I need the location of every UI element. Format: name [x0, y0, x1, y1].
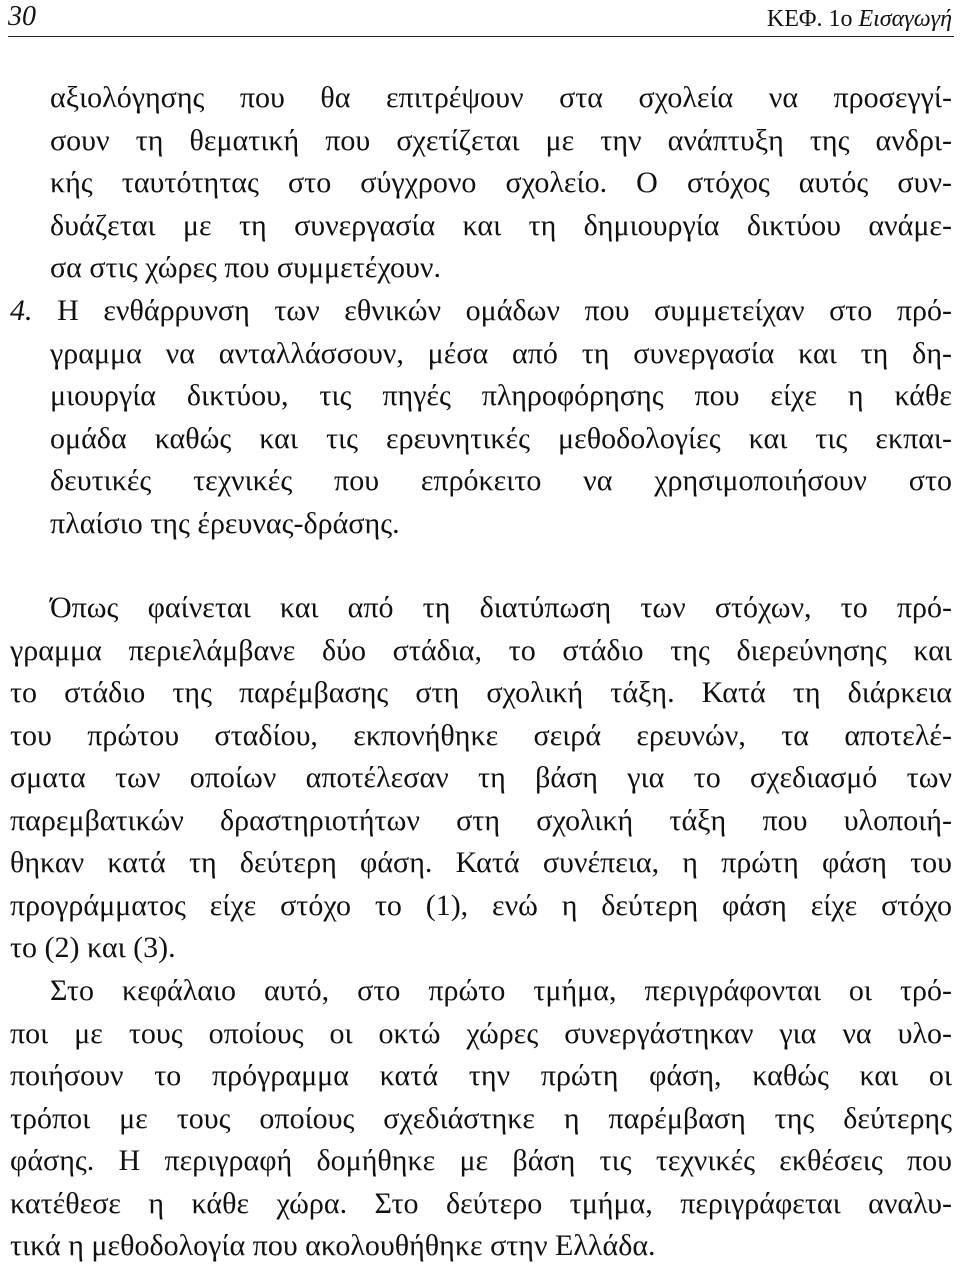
text-line: σα στις χώρες που συμμετέχουν. — [50, 251, 441, 284]
text-line: ποιήσουν το πρόγραμμα κατά την πρώτη φάση, καθώς και οι — [10, 1059, 952, 1092]
text-line: το στάδιο της παρέμβασης στη σχολική τάξη. Κατά τη διάρκεια — [10, 676, 952, 709]
text-line: μιουργία δικτύου, τις πηγές πληροφόρησης που είχε η κάθε — [50, 379, 952, 412]
text-line: κής ταυτότητας στο σύγχρονο σχολείο. Ο στόχος αυτός συν- — [50, 166, 952, 199]
text-line: αξιολόγησης που θα επιτρέψουν στα σχολεία να προσεγγί- — [50, 81, 952, 114]
text-line: τικά η μεθοδολογία που ακολουθήθηκε στην Ελλάδα. — [10, 1229, 656, 1262]
text-line: παρεμβατικών δραστηριοτήτων στη σχολική τάξη που υλοποιή- — [10, 803, 952, 837]
paragraph — [10, 970, 952, 1268]
text-line: δυάζεται με τη συνεργασία και τη δημιουργία δικτύου ανάμε- — [50, 208, 952, 242]
running-header — [8, 0, 954, 37]
text-line: Όπως φαίνεται και από τη διατύπωση των στόχων, το πρό- — [50, 591, 952, 624]
text-line: προγράμματος είχε στόχο το (1), ενώ η δεύτερη φάση είχε στόχο — [10, 888, 952, 922]
text-line: το (2) και (3). — [10, 931, 176, 964]
text-line: φάσης. Η περιγραφή δομήθηκε με βάση τις τεχνικές εκθέσεις που — [10, 1144, 952, 1177]
text-line: Στο κεφάλαιο αυτό, στο πρώτο τμήμα, περιγράφονται οι τρό- — [50, 974, 952, 1007]
text-line: τρόποι με τους οποίους σχεδιάστηκε η παρέμβαση της δεύτερης — [10, 1101, 952, 1135]
text-line: πλαίσιο της έρευνας-δράσης. — [50, 506, 400, 540]
text-line: σουν τη θεματική που σχετίζεται με την ανάπτυξη της ανδρι- — [50, 123, 952, 157]
text-line: ποι με τους οποίους οι οκτώ χώρες συνεργάστηκαν για να υλο- — [10, 1016, 952, 1050]
chapter-reference — [767, 6, 952, 32]
list-item-4 — [10, 290, 952, 333]
list-item-4-body — [50, 333, 952, 546]
text-line: γραμμα να ανταλλάσσουν, μέσα από τη συνεργασία και τη δη- — [50, 336, 952, 370]
text-line — [10, 290, 952, 333]
chapter-topic: Εισαγωγή — [858, 6, 952, 32]
page-number: 30 — [8, 1, 36, 32]
text-line: θηκαν κατά τη δεύτερη φάση. Κατά συνέπεια, η πρώτη φάση του — [10, 846, 952, 879]
text-line: σματα των οποίων αποτέλεσαν τη βάση για το σχεδιασμό των — [10, 761, 952, 794]
text-line: κατέθεσε η κάθε χώρα. Στο δεύτερο τμήμα, περιγράφεται αναλυ- — [10, 1186, 952, 1220]
text-line: ομάδα καθώς και τις ερευνητικές μεθοδολογίες και τις εκπαι- — [50, 421, 952, 455]
paragraph — [10, 587, 952, 970]
list-item-first-line: Η ενθάρρυνση των εθνικών ομάδων που συμμετείχαν στο πρό- — [57, 294, 952, 327]
text-line: του πρώτου σταδίου, εκπονήθηκε σειρά ερευνών, τα αποτελέ- — [10, 718, 952, 752]
list-item-number: 4. — [10, 294, 33, 327]
text-line: δευτικές τεχνικές που επρόκειτο να χρησιμοποιήσουν στο — [50, 464, 952, 497]
text-line: γραμμα περιελάμβανε δύο στάδια, το στάδιο της διερεύνησης και — [10, 633, 952, 667]
continued-list-item — [10, 77, 952, 290]
chapter-label: ΚΕΦ. 1ο — [766, 6, 853, 32]
